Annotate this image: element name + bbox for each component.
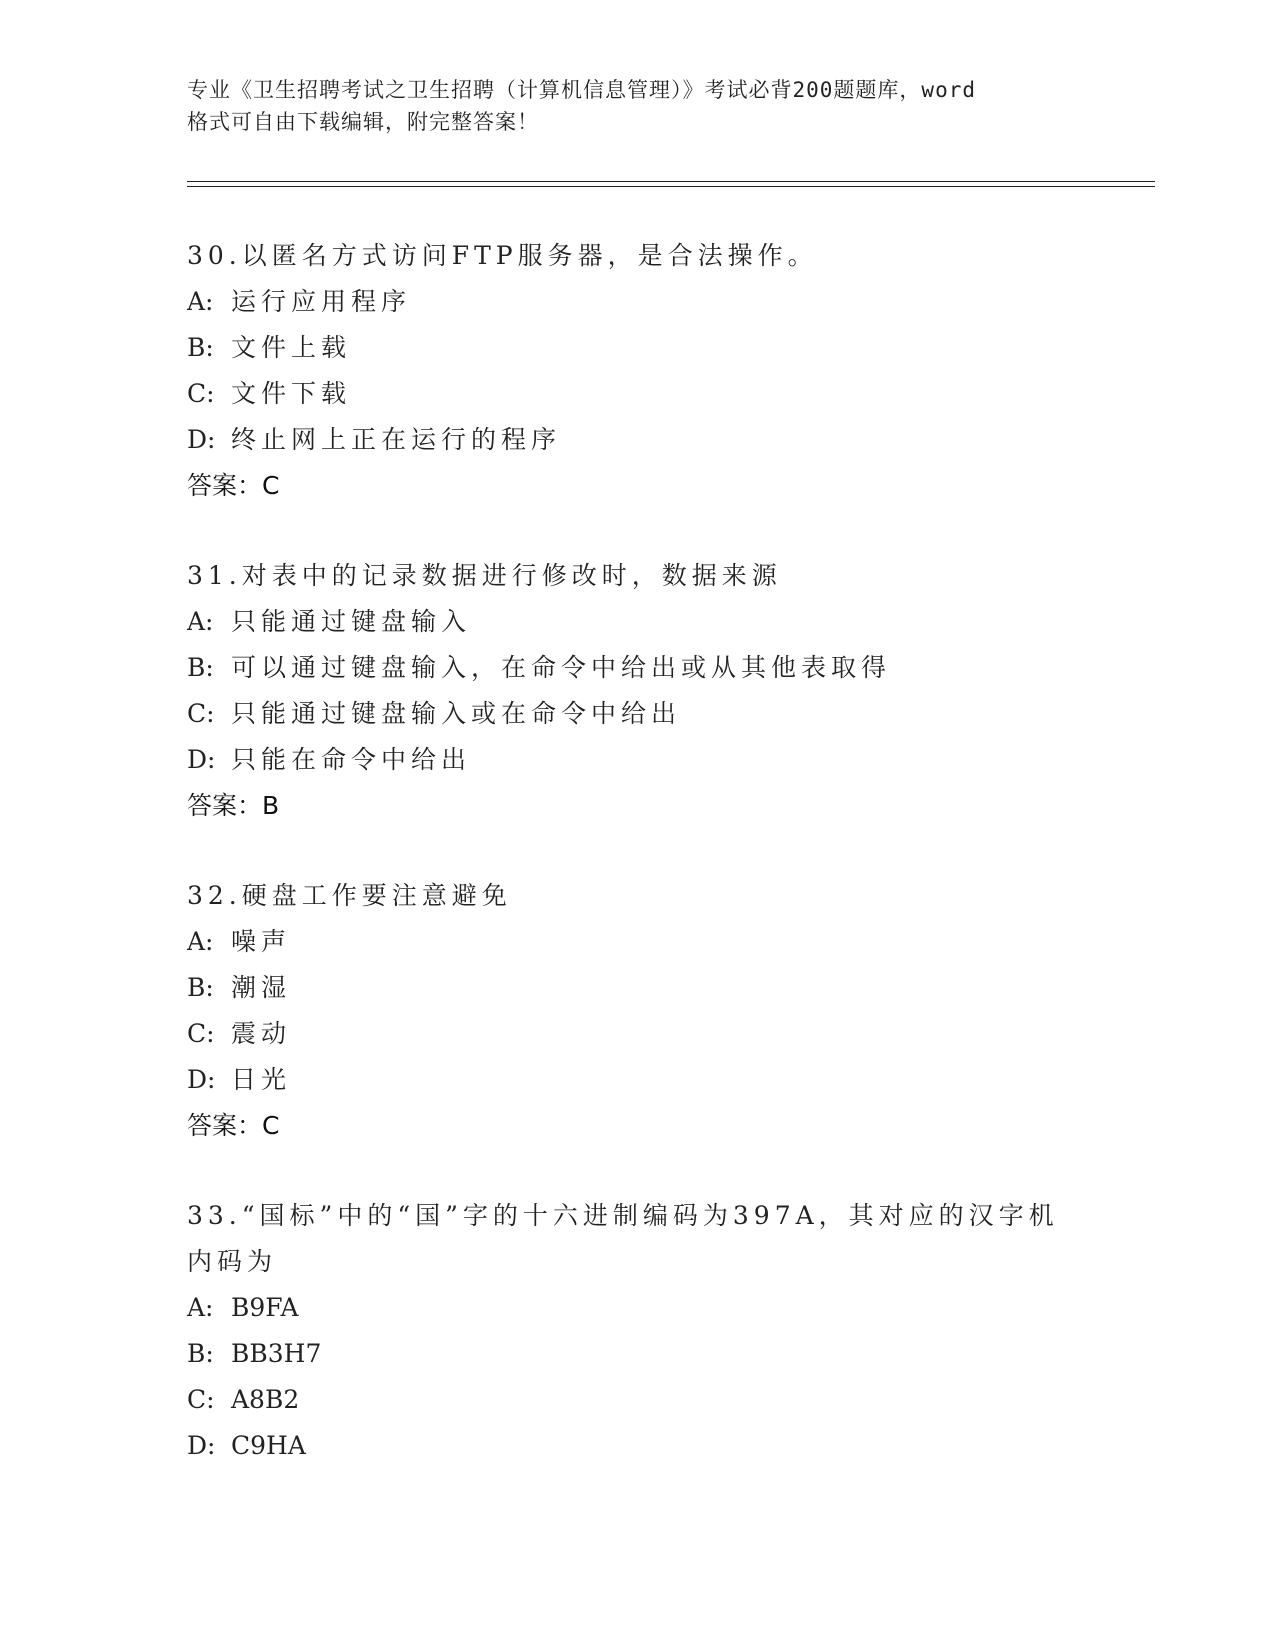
option-key: D:: [187, 1065, 216, 1094]
question-33: [187, 1193, 1087, 1469]
option-text: 只能通过键盘输入: [231, 607, 472, 636]
option-a: [187, 279, 1087, 325]
option-text: 噪声: [231, 927, 292, 956]
option-text: 潮湿: [231, 973, 292, 1002]
header-line-1: 专业《卫生招聘考试之卫生招聘（计算机信息管理）》考试必背200题题库，word: [187, 78, 976, 102]
option-key: C:: [187, 699, 215, 728]
option-text: A8B2: [231, 1385, 300, 1414]
option-text: 只能在命令中给出: [231, 745, 472, 774]
option-key: A:: [187, 287, 214, 316]
question-stem: 33.“国标”中的“国”字的十六进制编码为397A，其对应的汉字机内码为: [187, 1201, 1059, 1276]
question-31: [187, 553, 1087, 829]
option-a: [187, 919, 1087, 965]
option-b: [187, 645, 1087, 691]
question-stem: 30.以匿名方式访问FTP服务器，是合法操作。: [187, 241, 818, 270]
option-c: [187, 371, 1087, 417]
option-key: A:: [187, 1293, 214, 1322]
header-divider-top: [187, 181, 1155, 182]
option-b: [187, 325, 1087, 371]
option-key: D:: [187, 1431, 216, 1460]
option-key: C:: [187, 1019, 215, 1048]
option-key: B:: [187, 653, 214, 682]
option-key: A:: [187, 927, 214, 956]
answer-line: 答案：C: [187, 471, 280, 500]
option-text: 运行应用程序: [231, 287, 412, 316]
option-key: D:: [187, 425, 216, 454]
option-text: 日光: [231, 1065, 292, 1094]
option-c: [187, 1011, 1087, 1057]
answer-line: 答案：B: [187, 791, 280, 820]
question-32: [187, 873, 1087, 1149]
option-text: 文件上载: [231, 333, 352, 362]
option-c: [187, 1377, 1087, 1423]
document-header: [187, 74, 1087, 138]
option-key: B:: [187, 333, 214, 362]
option-d: [187, 1423, 1087, 1469]
option-key: B:: [187, 1339, 214, 1368]
option-key: B:: [187, 973, 214, 1002]
question-stem: 32.硬盘工作要注意避免: [187, 881, 512, 910]
option-key: C:: [187, 1385, 215, 1414]
option-a: [187, 1285, 1087, 1331]
option-text: 震动: [231, 1019, 292, 1048]
option-b: [187, 965, 1087, 1011]
option-text: 文件下载: [231, 379, 352, 408]
header-line-2: 格式可自由下载编辑，附完整答案！: [187, 110, 539, 134]
option-d: [187, 1057, 1087, 1103]
header-divider-bottom: [187, 186, 1155, 187]
option-d: [187, 737, 1087, 783]
option-key: A:: [187, 607, 214, 636]
question-30: [187, 233, 1087, 509]
option-text: C9HA: [231, 1431, 306, 1460]
option-text: 可以通过键盘输入，在命令中给出或从其他表取得: [231, 653, 892, 682]
option-key: C:: [187, 379, 215, 408]
answer-line: 答案：C: [187, 1111, 280, 1140]
option-c: [187, 691, 1087, 737]
option-text: B9FA: [231, 1293, 299, 1322]
option-text: 终止网上正在运行的程序: [231, 425, 562, 454]
option-b: [187, 1331, 1087, 1377]
question-stem: 31.对表中的记录数据进行修改时，数据来源: [187, 561, 782, 590]
option-text: 只能通过键盘输入或在命令中给出: [231, 699, 682, 728]
option-key: D:: [187, 745, 216, 774]
option-text: BB3H7: [231, 1339, 322, 1368]
option-a: [187, 599, 1087, 645]
option-d: [187, 417, 1087, 463]
